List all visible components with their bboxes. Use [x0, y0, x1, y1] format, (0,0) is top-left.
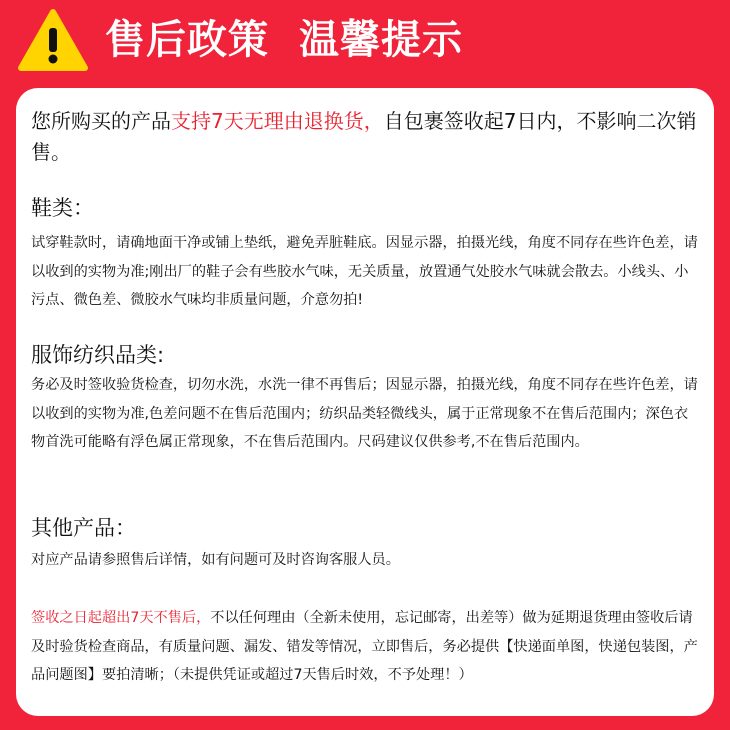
- header-banner: [0, 0, 730, 88]
- header-title-tip: 温馨提示: [299, 17, 463, 63]
- header-title-policy: 售后政策: [105, 17, 269, 63]
- section-title-other: 其他产品：: [31, 516, 136, 540]
- intro-highlight: 支持7天无理由退换货，: [171, 109, 384, 133]
- section-text-apparel: 务必及时签收验货检查，切勿水洗，水洗一律不再售后；因显示器，拍摄光线，角度不同存在些许色差，请以收到的实物为准,色差问题不在售后范围内；纺织品类轻微线头，属于正常现象不在售后范围内；深色衣物首洗可能略有浮色属正常现象，不在售后范围内。尺码建议仅供参考,不在售后范围内。: [31, 377, 698, 450]
- section-text-shoes: 试穿鞋款时，请确地面干净或铺上垫纸，避免弄脏鞋底。因显示器，拍摄光线，角度不同存在些许色差，请以收到的实物为准;刚出厂的鞋子会有些胶水气味，无关质量，放置通气处胶水气味就会散去。小线头、小污点、微色差、微胶水气味均非质量问题，介意勿拍!: [31, 235, 698, 308]
- section-title-apparel: 服饰纺织品类:: [31, 343, 165, 367]
- footer-text: 不以任何理由（全新未使用，忘记邮寄，出差等）做为延期退货理由签收后请及时验货检查商品，有质量问题、漏发、错发等情况，立即售后，务必提供【快递面单图，快递包装图，产品问题图】要拍清晰；（未提供凭证或超过7天售后时效，不予处理！）: [31, 610, 698, 683]
- header-title: [105, 10, 463, 70]
- intro-part2: 自包裹签收起7日内，不影响二次销售。: [31, 109, 697, 164]
- section-title-shoes: 鞋类：: [31, 196, 94, 220]
- intro-part1: 您所购买的产品: [31, 109, 171, 133]
- warning-icon: [17, 8, 89, 72]
- section-text-other: 对应产品请参照售后详情，如有问题可及时咨询客服人员。: [31, 552, 400, 568]
- policy-card: [16, 88, 714, 716]
- footer-highlight: 签收之日起超出7天不售后，: [31, 610, 211, 626]
- footer-note: [31, 604, 699, 690]
- intro-text: [31, 106, 701, 168]
